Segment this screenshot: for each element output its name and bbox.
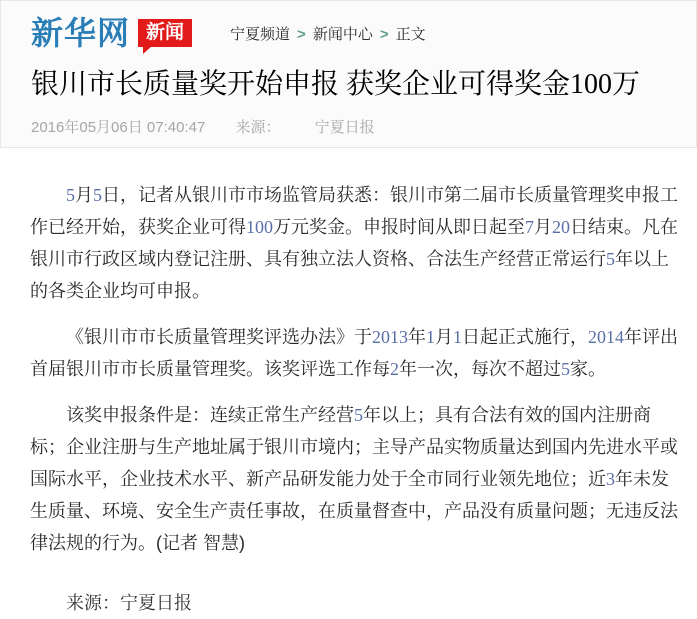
source-name: 宁夏日报 bbox=[314, 119, 375, 137]
page-header bbox=[0, 0, 697, 148]
breadcrumb-separator-icon: > bbox=[379, 25, 389, 43]
breadcrumb-news-center[interactable]: 新闻中心 bbox=[312, 25, 373, 43]
breadcrumb bbox=[230, 23, 426, 44]
xinhuanet-logo[interactable]: 新华网 bbox=[31, 15, 131, 51]
breadcrumb-ningxia-channel[interactable]: 宁夏频道 bbox=[230, 25, 291, 43]
article-meta bbox=[31, 116, 682, 137]
article-paragraph: 该奖申报条件是：连续正常生产经营5年以上；具有合法有效的国内注册商标；企业注册与生产地址属于银川市境内；主导产品实物质量达到国内先进水平或国际水平，企业技术水平、新产品研发能力处于全市同行业领先地位；近3年未发生质量、环境、安全生产责任事故，在质量督查中，产品没有质量问题；无违反法律法规的行为。(记者 智慧) bbox=[30, 405, 678, 553]
publish-datetime: 2016年05月06日 07:40:47 bbox=[31, 119, 206, 137]
news-channel-badge[interactable]: 新闻 bbox=[138, 19, 192, 47]
source-label: 来源： bbox=[235, 119, 281, 137]
breadcrumb-separator-icon: > bbox=[297, 25, 306, 43]
footer-source-label: 来源： bbox=[66, 593, 120, 613]
article-body bbox=[0, 148, 697, 619]
article-title: 银川市长质量奖开始申报 获奖企业可得奖金100万 bbox=[31, 69, 641, 100]
footer-source-line bbox=[30, 587, 685, 619]
header-top-row bbox=[31, 14, 682, 52]
article-paragraph: 5月5日，记者从银川市市场监管局获悉：银川市第二届市长质量管理奖申报工作已经开始，获奖企业可得100万元奖金。申报时间从即日起至7月20日结束。凡在银川市行政区域内登记注册、具有独立法人资格、合法生产经营正常运行5年以上的各类企业均可申报。 bbox=[30, 185, 678, 301]
article-paragraph: 《银川市市长质量管理奖评选办法》于2013年1月1日起正式施行，2014年评出首届银川市市长质量管理奖。该奖评选工作每2年一次，每次不超过5家。 bbox=[30, 327, 678, 379]
breadcrumb-current-page: 正文 bbox=[395, 25, 426, 43]
footer-source-name: 宁夏日报 bbox=[120, 593, 192, 613]
